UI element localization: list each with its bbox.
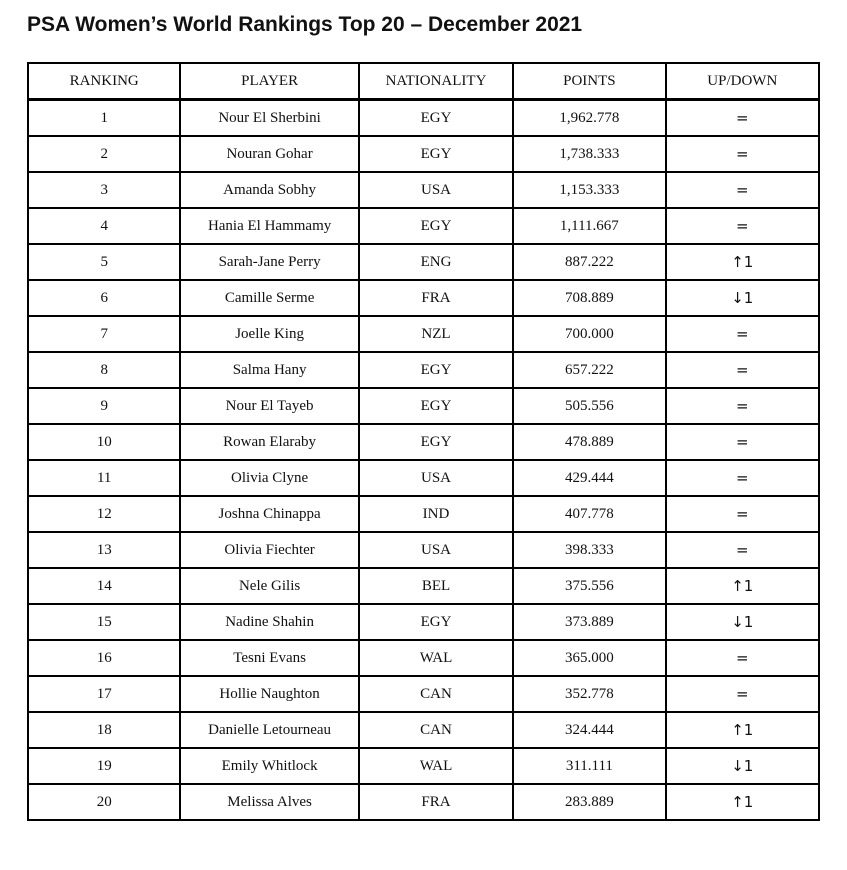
cell-updown: = xyxy=(666,424,819,460)
cell-updown: ↑1 xyxy=(666,712,819,748)
cell-player: Salma Hany xyxy=(180,352,358,388)
cell-nationality: IND xyxy=(359,496,513,532)
cell-points: 324.444 xyxy=(513,712,665,748)
table-row xyxy=(28,676,819,712)
table-row xyxy=(28,568,819,604)
cell-ranking: 20 xyxy=(28,784,180,820)
cell-points: 311.111 xyxy=(513,748,665,784)
cell-player: Olivia Fiechter xyxy=(180,532,358,568)
cell-updown: = xyxy=(666,496,819,532)
cell-nationality: USA xyxy=(359,532,513,568)
table-row xyxy=(28,136,819,172)
cell-nationality: EGY xyxy=(359,208,513,244)
cell-updown: ↓1 xyxy=(666,748,819,784)
cell-nationality: EGY xyxy=(359,424,513,460)
table-body xyxy=(28,100,819,821)
cell-ranking: 18 xyxy=(28,712,180,748)
cell-points: 1,153.333 xyxy=(513,172,665,208)
cell-player: Nouran Gohar xyxy=(180,136,358,172)
cell-nationality: FRA xyxy=(359,784,513,820)
table-row xyxy=(28,100,819,137)
table-row xyxy=(28,784,819,820)
cell-ranking: 19 xyxy=(28,748,180,784)
cell-nationality: FRA xyxy=(359,280,513,316)
cell-updown: = xyxy=(666,640,819,676)
cell-nationality: ENG xyxy=(359,244,513,280)
cell-player: Nele Gilis xyxy=(180,568,358,604)
cell-points: 505.556 xyxy=(513,388,665,424)
cell-nationality: WAL xyxy=(359,640,513,676)
header-ranking: RANKING xyxy=(28,63,180,100)
cell-nationality: EGY xyxy=(359,100,513,137)
cell-updown: = xyxy=(666,460,819,496)
table-row xyxy=(28,712,819,748)
cell-ranking: 14 xyxy=(28,568,180,604)
header-updown: UP/DOWN xyxy=(666,63,819,100)
cell-ranking: 16 xyxy=(28,640,180,676)
table-row xyxy=(28,208,819,244)
cell-points: 1,962.778 xyxy=(513,100,665,137)
page-title: PSA Women’s World Rankings Top 20 – December 2021 xyxy=(27,13,583,36)
table-row xyxy=(28,280,819,316)
cell-nationality: EGY xyxy=(359,136,513,172)
cell-updown: = xyxy=(666,316,819,352)
cell-points: 1,738.333 xyxy=(513,136,665,172)
cell-player: Danielle Letourneau xyxy=(180,712,358,748)
cell-updown: = xyxy=(666,172,819,208)
cell-player: Camille Serme xyxy=(180,280,358,316)
cell-ranking: 4 xyxy=(28,208,180,244)
table-header xyxy=(28,63,819,100)
table-row xyxy=(28,352,819,388)
cell-ranking: 9 xyxy=(28,388,180,424)
table-row xyxy=(28,424,819,460)
cell-player: Nour El Sherbini xyxy=(180,100,358,137)
cell-points: 1,111.667 xyxy=(513,208,665,244)
header-points: POINTS xyxy=(513,63,665,100)
cell-nationality: EGY xyxy=(359,352,513,388)
cell-ranking: 11 xyxy=(28,460,180,496)
table-row xyxy=(28,496,819,532)
table-row xyxy=(28,316,819,352)
cell-updown: = xyxy=(666,676,819,712)
cell-nationality: EGY xyxy=(359,604,513,640)
cell-points: 373.889 xyxy=(513,604,665,640)
cell-updown: = xyxy=(666,136,819,172)
cell-player: Hollie Naughton xyxy=(180,676,358,712)
cell-player: Sarah-Jane Perry xyxy=(180,244,358,280)
cell-player: Tesni Evans xyxy=(180,640,358,676)
cell-points: 700.000 xyxy=(513,316,665,352)
table-row xyxy=(28,532,819,568)
cell-points: 657.222 xyxy=(513,352,665,388)
cell-ranking: 10 xyxy=(28,424,180,460)
cell-points: 407.778 xyxy=(513,496,665,532)
cell-ranking: 1 xyxy=(28,100,180,137)
cell-updown: ↑1 xyxy=(666,568,819,604)
cell-ranking: 15 xyxy=(28,604,180,640)
cell-ranking: 2 xyxy=(28,136,180,172)
cell-ranking: 12 xyxy=(28,496,180,532)
cell-points: 478.889 xyxy=(513,424,665,460)
cell-points: 375.556 xyxy=(513,568,665,604)
table-row xyxy=(28,172,819,208)
table-row xyxy=(28,748,819,784)
rankings-table xyxy=(27,62,820,821)
cell-nationality: CAN xyxy=(359,676,513,712)
table-row xyxy=(28,388,819,424)
cell-player: Emily Whitlock xyxy=(180,748,358,784)
table-row xyxy=(28,640,819,676)
header-nationality: NATIONALITY xyxy=(359,63,513,100)
cell-ranking: 3 xyxy=(28,172,180,208)
cell-nationality: CAN xyxy=(359,712,513,748)
cell-points: 365.000 xyxy=(513,640,665,676)
cell-updown: ↑1 xyxy=(666,784,819,820)
cell-ranking: 5 xyxy=(28,244,180,280)
cell-player: Nadine Shahin xyxy=(180,604,358,640)
cell-player: Nour El Tayeb xyxy=(180,388,358,424)
cell-updown: = xyxy=(666,100,819,137)
header-player: PLAYER xyxy=(180,63,358,100)
cell-points: 708.889 xyxy=(513,280,665,316)
cell-updown: = xyxy=(666,532,819,568)
cell-player: Melissa Alves xyxy=(180,784,358,820)
table-row xyxy=(28,604,819,640)
header-row xyxy=(28,63,819,100)
cell-nationality: WAL xyxy=(359,748,513,784)
cell-player: Hania El Hammamy xyxy=(180,208,358,244)
cell-nationality: USA xyxy=(359,172,513,208)
cell-updown: ↓1 xyxy=(666,604,819,640)
cell-nationality: BEL xyxy=(359,568,513,604)
cell-points: 398.333 xyxy=(513,532,665,568)
cell-nationality: USA xyxy=(359,460,513,496)
cell-updown: = xyxy=(666,352,819,388)
cell-updown: = xyxy=(666,208,819,244)
cell-ranking: 8 xyxy=(28,352,180,388)
cell-points: 429.444 xyxy=(513,460,665,496)
cell-player: Rowan Elaraby xyxy=(180,424,358,460)
cell-updown: ↓1 xyxy=(666,280,819,316)
cell-points: 283.889 xyxy=(513,784,665,820)
cell-points: 352.778 xyxy=(513,676,665,712)
cell-ranking: 13 xyxy=(28,532,180,568)
table-row xyxy=(28,244,819,280)
cell-points: 887.222 xyxy=(513,244,665,280)
cell-ranking: 6 xyxy=(28,280,180,316)
cell-ranking: 17 xyxy=(28,676,180,712)
cell-updown: = xyxy=(666,388,819,424)
cell-player: Joelle King xyxy=(180,316,358,352)
cell-nationality: EGY xyxy=(359,388,513,424)
cell-player: Joshna Chinappa xyxy=(180,496,358,532)
cell-nationality: NZL xyxy=(359,316,513,352)
cell-ranking: 7 xyxy=(28,316,180,352)
cell-updown: ↑1 xyxy=(666,244,819,280)
table-row xyxy=(28,460,819,496)
cell-player: Olivia Clyne xyxy=(180,460,358,496)
cell-player: Amanda Sobhy xyxy=(180,172,358,208)
